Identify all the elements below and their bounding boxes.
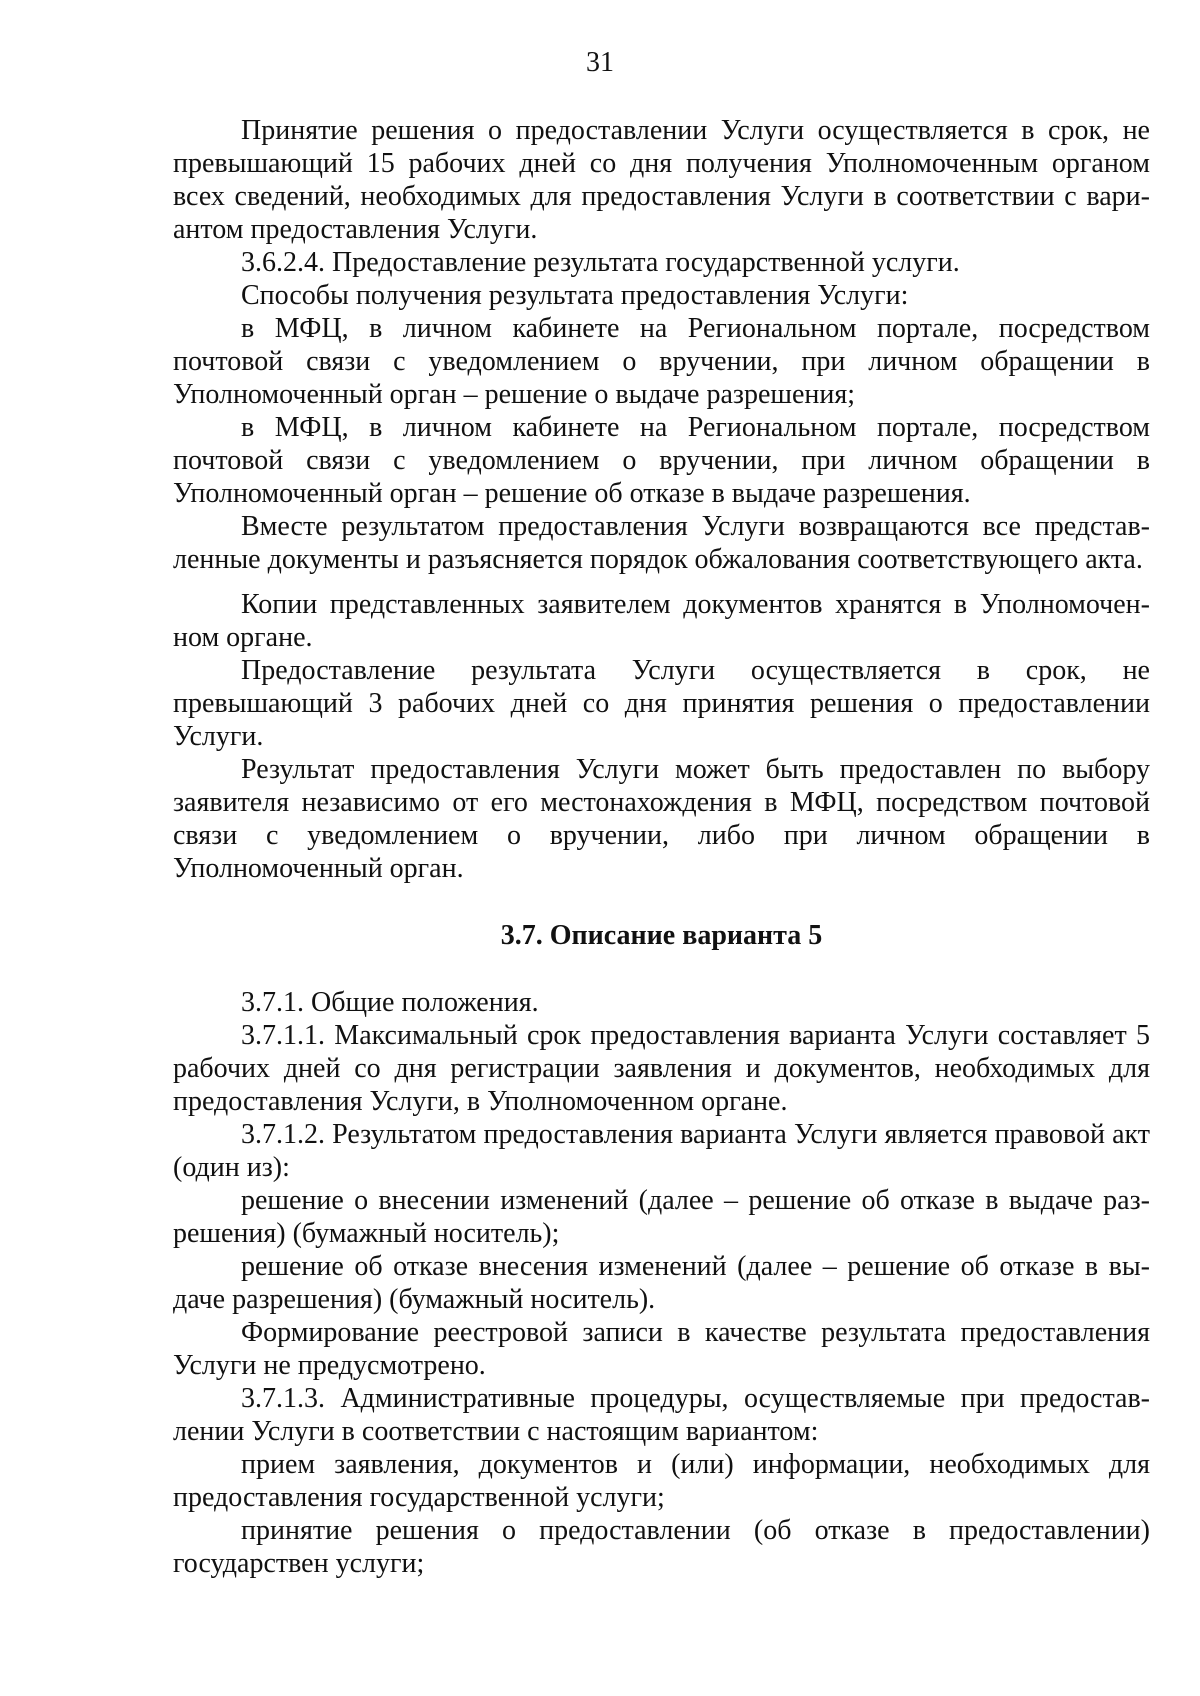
paragraph: 3.6.2.4. Предоставление результата государственной услуги. xyxy=(241,247,960,278)
paragraph: 3.7.1.3. Административные процедуры, осуществляемые при предоставлении Услуги в соответствии с настоящим вариантом: xyxy=(173,1383,1150,1447)
paragraph: Принятие решения о предоставлении Услуги осуществляется в срок, не превышающий 15 рабочих дней со дня получения Уполномоченным органом всех сведений, необходимых для предоставления Услуги в соответствии с вариантом предоставления Услуги. xyxy=(173,115,1150,245)
paragraph: 3.7.1.2. Результатом предоставления варианта Услуги является правовой акт (один из): xyxy=(173,1119,1150,1183)
page-number: 31 xyxy=(586,47,614,78)
paragraph: решение об отказе внесения изменений (далее – решение об отказе в выдаче разрешения) (бумажный носитель). xyxy=(173,1251,1150,1315)
paragraph: в МФЦ, в личном кабинете на Региональном портале, посредством почтовой связи с уведомлением о вручении, при личном обращении в Уполномоченный орган – решение о выдаче разрешения; xyxy=(173,313,1150,410)
section-heading: 3.7. Описание варианта 5 xyxy=(500,920,823,951)
document-body xyxy=(173,114,1150,1580)
paragraph: 3.7.1. Общие положения. xyxy=(241,987,539,1018)
paragraph: принятие решения о предоставлении (об отказе в предоставлении) государствен услуги; xyxy=(173,1515,1150,1579)
paragraph: Копии представленных заявителем документов хранятся в Уполномоченном органе. xyxy=(173,589,1150,653)
paragraph: Способы получения результата предоставления Услуги: xyxy=(241,280,909,311)
paragraph: 3.7.1.1. Максимальный срок предоставления варианта Услуги составляет 5 рабочих дней со дня регистрации заявления и документов, необходимых для предоставления Услуги, в Уполномоченном органе. xyxy=(173,1020,1150,1117)
paragraph: Вместе результатом предоставления Услуги возвращаются все представленные документы и разъясняется порядок обжалования соответствующего акта. xyxy=(173,511,1150,575)
paragraph: решение о внесении изменений (далее – решение об отказе в выдаче разрешения) (бумажный носитель); xyxy=(173,1185,1150,1249)
paragraph: прием заявления, документов и (или) информации, необходимых для предоставления государственной услуги; xyxy=(173,1449,1150,1513)
paragraph: Результат предоставления Услуги может быть предоставлен по выбору заявителя независимо от его местонахождения в МФЦ, посредством почтовой связи с уведомлением о вручении, либо при личном обращении в Уполномоченный орган. xyxy=(173,754,1150,884)
paragraph: Формирование реестровой записи в качестве результата предоставления Услуги не предусмотрено. xyxy=(173,1317,1150,1381)
paragraph: Предоставление результата Услуги осуществляется в срок, не превышающий 3 рабочих дней со дня принятия решения о предоставлении Услуги. xyxy=(173,655,1150,752)
paragraph: в МФЦ, в личном кабинете на Региональном портале, посредством почтовой связи с уведомлением о вручении, при личном обращении в Уполномоченный орган – решение об отказе в выдаче разрешения. xyxy=(173,412,1150,509)
